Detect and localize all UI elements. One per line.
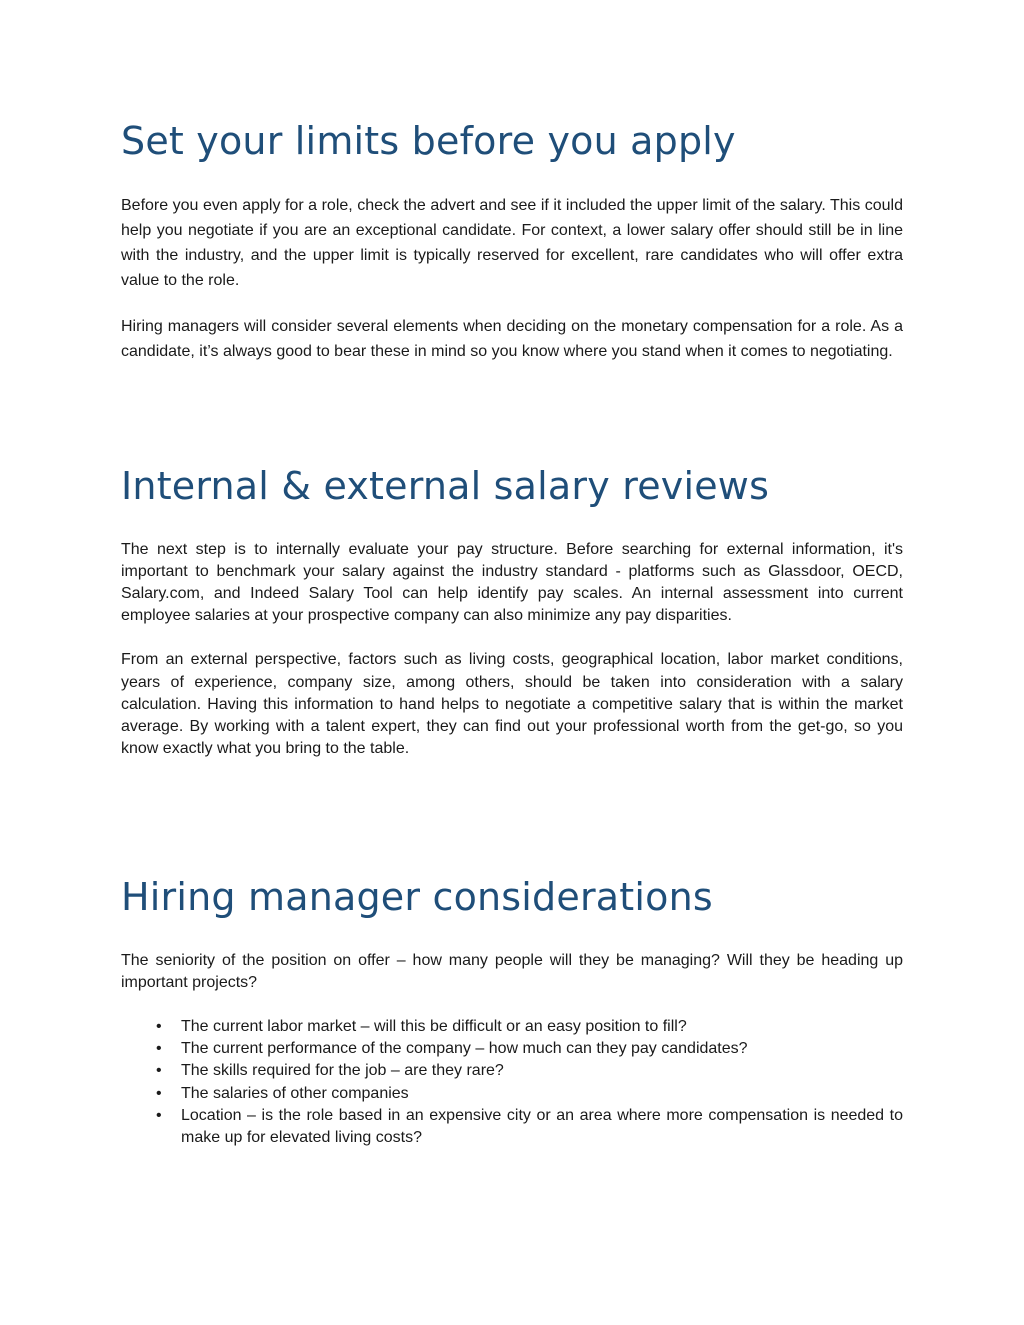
- list-item-text: The skills required for the job – are they rare?: [181, 1062, 504, 1080]
- section-set-limits: [121, 119, 903, 364]
- bullet-icon: •: [156, 1040, 162, 1058]
- list-item: [121, 1105, 903, 1149]
- list-item-text: The current labor market – will this be difficult or an easy position to fill?: [181, 1018, 687, 1035]
- bullet-icon: •: [156, 1062, 162, 1080]
- bullet-icon: •: [156, 1084, 162, 1102]
- paragraph: From an external perspective, factors such as living costs, geographical location, labor market conditions, years of experience, company size, among others, should be taken into consideration with a salary calculation. Having this information to hand helps to negotiate a competitive salary that is within the market average. By working with a talent expert, they can find out your professional worth from the get-go, so you know exactly what you bring to the table.: [121, 651, 903, 758]
- paragraph: The next step is to internally evaluate your pay structure. Before searching for external information, it's important to benchmark your salary against the industry standard - platforms such as Glassdoor, OECD, Salary.com, and Indeed Salary Tool can help identify pay scales. An internal assessment into current employee salaries at your prospective company can also minimize any pay disparities.: [121, 540, 903, 625]
- section-salary-reviews: [121, 464, 903, 760]
- section-hiring-manager: [121, 875, 903, 1149]
- list-item-text: The salaries of other companies: [181, 1084, 409, 1102]
- section-heading: Internal & external salary reviews: [121, 464, 770, 508]
- bullet-icon: •: [156, 1018, 162, 1035]
- list-item-text: Location – is the role based in an expensive city or an area where more compensation is needed to make up for elevated living costs?: [181, 1106, 903, 1147]
- section-heading: Hiring manager considerations: [121, 875, 713, 919]
- list-item: [121, 1083, 903, 1105]
- considerations-list: [121, 1016, 903, 1149]
- section-heading: Set your limits before you apply: [121, 119, 736, 163]
- paragraph: Hiring managers will consider several elements when deciding on the monetary compensation for a role. As a candidate, it’s always good to bear these in mind so you know where you stand when it comes to negotiating.: [121, 317, 903, 360]
- list-item: [121, 1060, 903, 1082]
- paragraph: Before you even apply for a role, check the advert and see if it included the upper limit of the salary. This could help you negotiate if you are an exceptional candidate. For context, a lower salary offer should still be in line with the industry, and the upper limit is typically reserved for excellent, rare candidates who will offer extra value to the role.: [121, 196, 903, 289]
- list-item-text: The current performance of the company – how much can they pay candidates?: [181, 1040, 748, 1058]
- bullet-icon: •: [156, 1106, 162, 1124]
- paragraph: The seniority of the position on offer – how many people will they be managing? Will they be heading up important projects?: [121, 951, 903, 991]
- list-item: [121, 1016, 903, 1038]
- list-item: [121, 1038, 903, 1060]
